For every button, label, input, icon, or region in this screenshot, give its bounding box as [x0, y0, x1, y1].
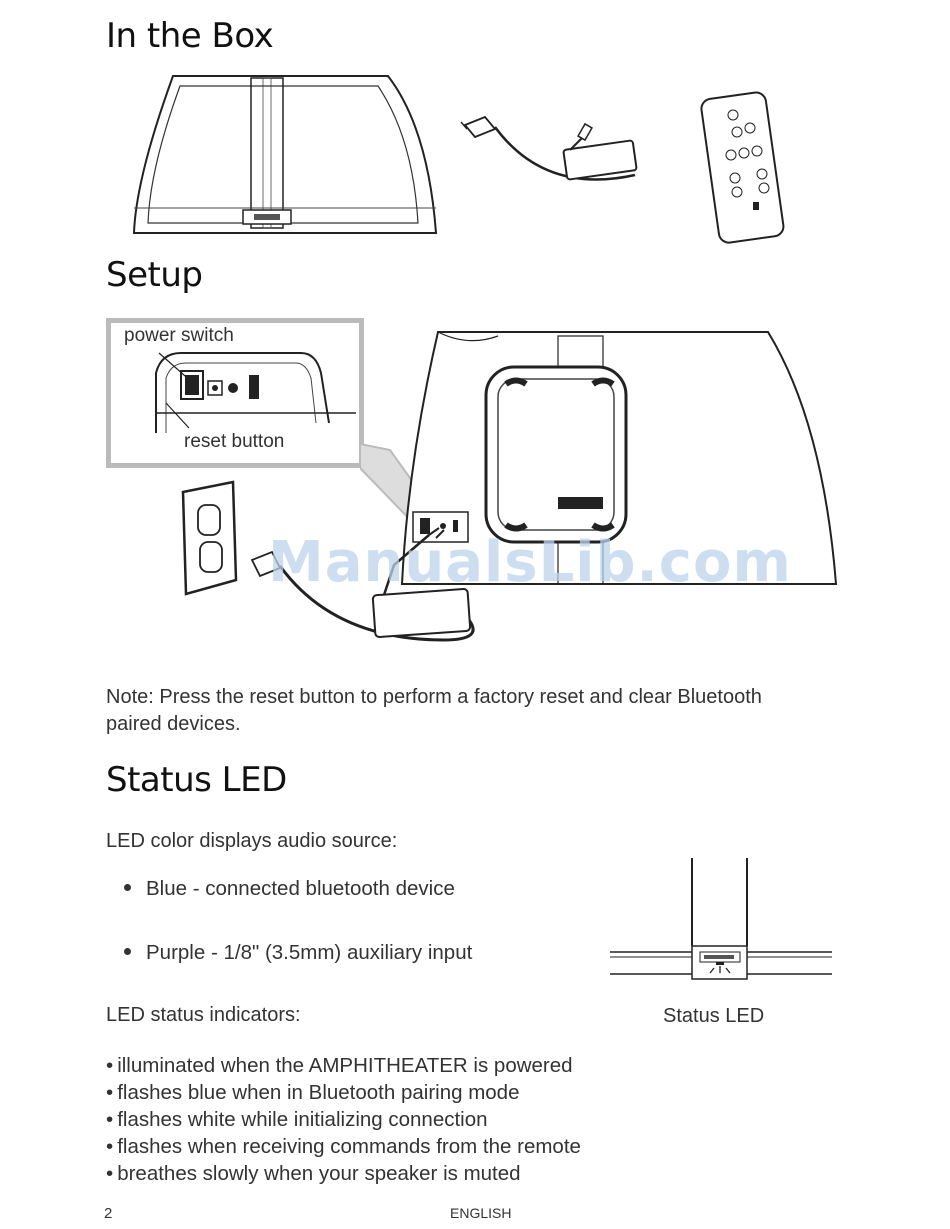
list-item: • breathes slowly when your speaker is muted	[106, 1160, 581, 1187]
led-source-label: Blue - connected bluetooth device	[146, 877, 455, 900]
led-indicators-list	[106, 1052, 581, 1187]
watermark: ManualsLib.com	[268, 530, 792, 595]
list-item: • flashes white while initializing connection	[106, 1106, 581, 1133]
footer-language: ENGLISH	[450, 1205, 512, 1221]
heading-status-led: Status LED	[106, 760, 287, 800]
led-source-label: Purple - 1/8" (3.5mm) auxiliary input	[146, 941, 473, 964]
setup-inset-panel	[106, 318, 364, 468]
note-line-1: Note: Press the reset button to perform a factory reset and clear Bluetooth	[106, 686, 762, 708]
list-item: • flashes blue when in Bluetooth pairing mode	[106, 1079, 581, 1106]
power-switch-label: power switch	[124, 325, 234, 346]
status-led-diagram	[610, 856, 832, 981]
page-number: 2	[104, 1205, 113, 1222]
bullet-dot	[124, 948, 131, 955]
list-item: • illuminated when the AMPHITHEATER is powered	[106, 1052, 581, 1079]
led-source-item	[124, 941, 472, 965]
led-indicators-label: LED status indicators:	[106, 1004, 301, 1026]
list-item: • flashes when receiving commands from the remote	[106, 1133, 581, 1160]
bullet-dot	[124, 884, 131, 891]
led-source-intro: LED color displays audio source:	[106, 830, 398, 852]
note-line-2: paired devices.	[106, 713, 241, 735]
wall-outlet-illustration	[178, 480, 240, 598]
led-source-item	[124, 877, 455, 901]
heading-setup: Setup	[106, 255, 203, 295]
remote-illustration	[695, 90, 795, 245]
power-adapter-illustration	[455, 105, 665, 200]
speaker-illustration	[128, 68, 440, 243]
heading-in-the-box: In the Box	[106, 16, 274, 56]
reset-button-label: reset button	[184, 431, 285, 452]
status-led-caption: Status LED	[663, 1005, 765, 1027]
